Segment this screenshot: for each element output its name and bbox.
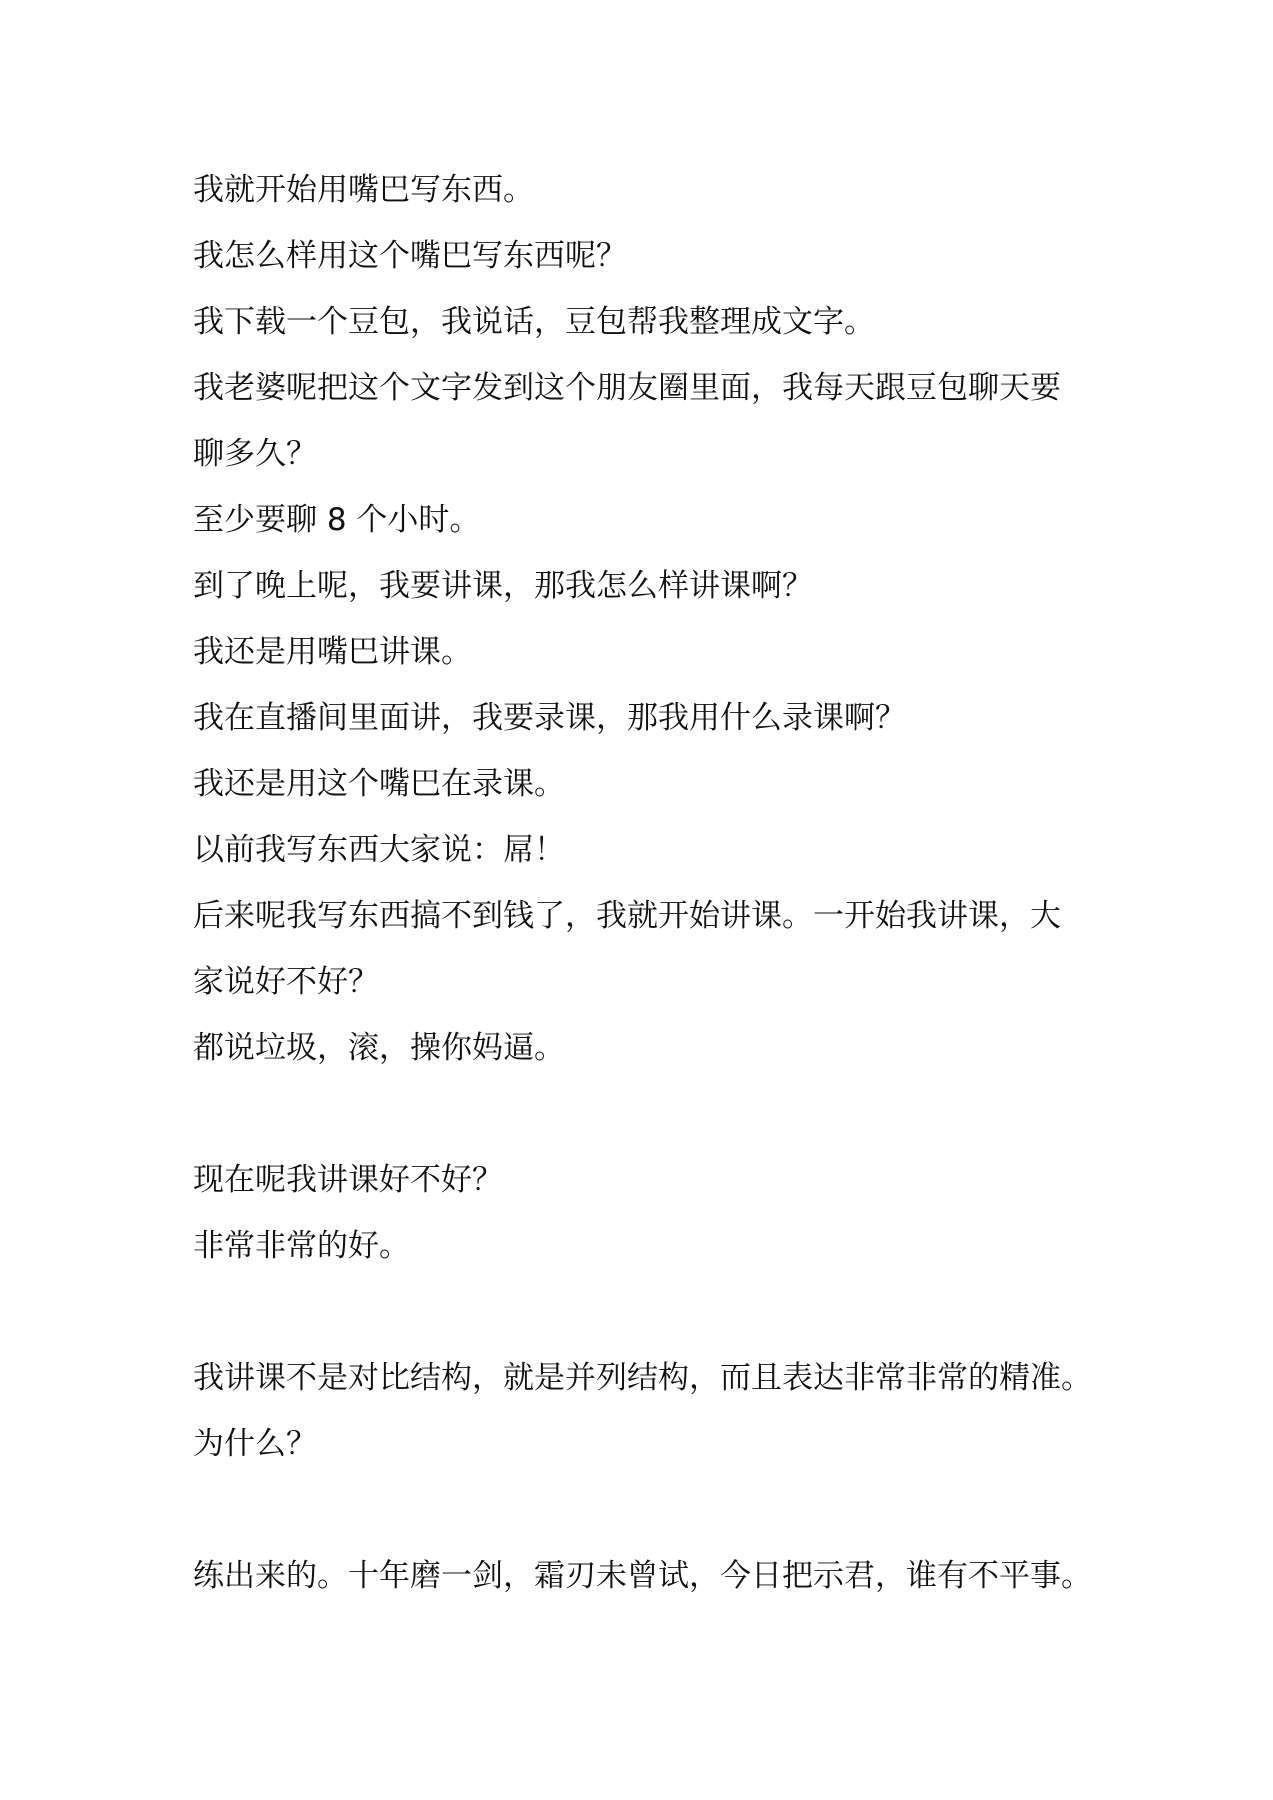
text-line: 我就开始用嘴巴写东西。 <box>193 172 534 208</box>
text-line: 以前我写东西大家说：屌！ <box>193 832 565 868</box>
text-line: 都说垃圾，滚，操你妈逼。 <box>193 1030 565 1066</box>
text-line: 我在直播间里面讲，我要录课，那我用什么录课啊？ <box>193 700 906 736</box>
text-line: 聊多久？ <box>193 436 317 472</box>
text-line: 我还是用嘴巴讲课。 <box>193 634 472 670</box>
text-line: 家说好不好？ <box>193 964 379 1000</box>
text-line: 我怎么样用这个嘴巴写东西呢？ <box>193 238 627 274</box>
text-line: 为什么？ <box>193 1426 317 1462</box>
text-line: 我讲课不是对比结构，就是并列结构，而且表达非常非常的精准。 <box>193 1360 1092 1396</box>
text-line: 练出来的。十年磨一剑，霜刃未曾试，今日把示君，谁有不平事。 <box>193 1558 1092 1594</box>
text-line: 后来呢我写东西搞不到钱了，我就开始讲课。一开始我讲课，大 <box>193 898 1061 934</box>
text-line: 非常非常的好。 <box>193 1228 410 1264</box>
text-line: 至少要聊 8 个小时。 <box>193 502 481 538</box>
text-line: 到了晚上呢，我要讲课，那我怎么样讲课啊？ <box>193 568 813 604</box>
text-line: 我还是用这个嘴巴在录课。 <box>193 766 565 802</box>
text-line: 现在呢我讲课好不好？ <box>193 1162 503 1198</box>
text-line: 我老婆呢把这个文字发到这个朋友圈里面，我每天跟豆包聊天要 <box>193 370 1061 406</box>
text-line: 我下载一个豆包，我说话，豆包帮我整理成文字。 <box>193 304 875 340</box>
